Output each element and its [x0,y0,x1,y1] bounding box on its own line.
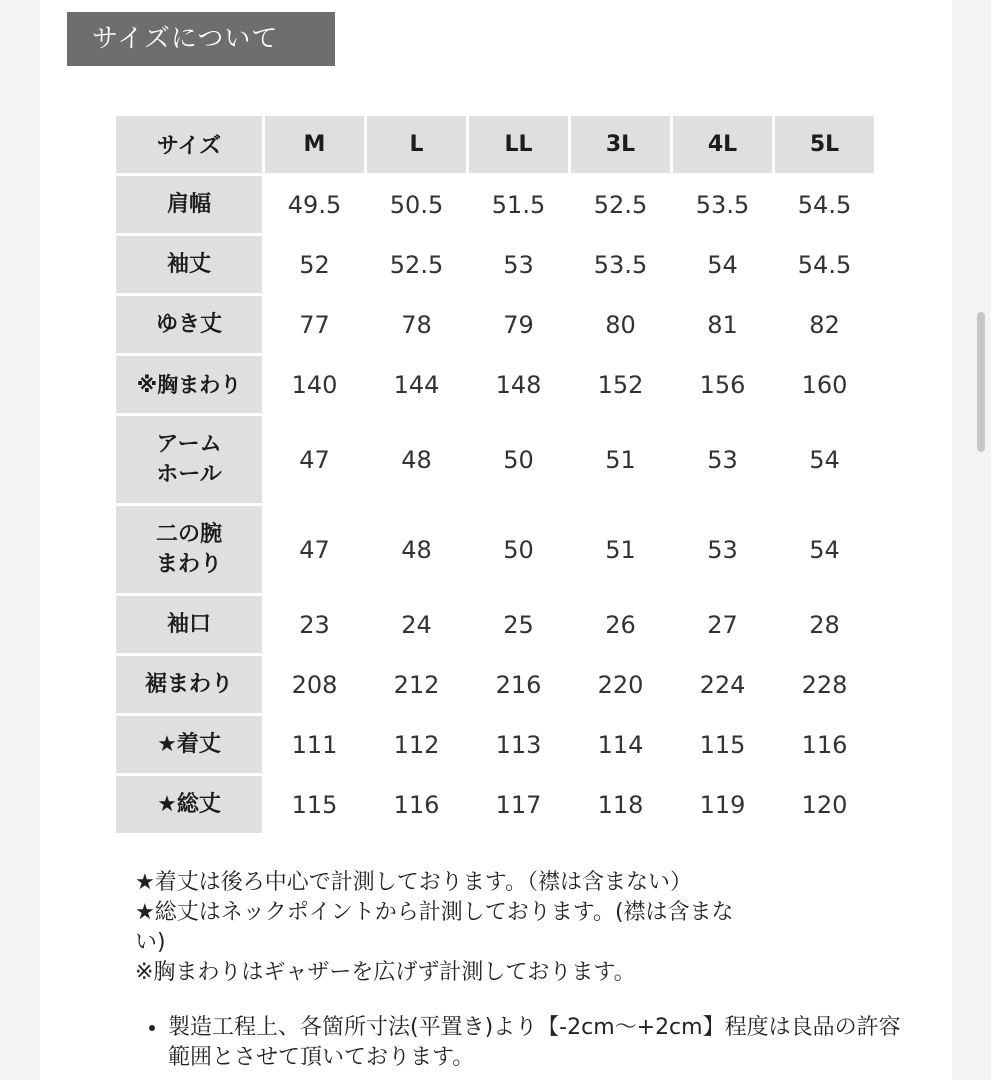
table-cell: 111 [265,716,364,773]
row-label-line: まわり [155,551,222,577]
size-header: LL [469,116,568,173]
table-row [116,776,874,833]
table-cell: 53 [469,236,568,293]
table-row [116,356,874,413]
table-row [116,416,874,503]
table-cell: 119 [673,776,772,833]
table-cell: 160 [775,356,874,413]
size-header: 3L [571,116,670,173]
table-row [116,596,874,653]
page-content [40,0,952,1080]
table-cell: 216 [469,656,568,713]
table-cell: 118 [571,776,670,833]
row-label: ※胸まわり [116,356,262,413]
table-cell: 140 [265,356,364,413]
notes [135,868,875,988]
table-cell: 148 [469,356,568,413]
table-cell: 53.5 [673,176,772,233]
table-cell: 23 [265,596,364,653]
table-cell: 156 [673,356,772,413]
table-cell: 113 [469,716,568,773]
row-label-line: 二の腕 [155,521,222,547]
size-header: M [265,116,364,173]
table-cell: 115 [265,776,364,833]
table-cell: 212 [367,656,466,713]
table-cell: 51 [571,506,670,593]
table-cell: 114 [571,716,670,773]
table-cell: 224 [673,656,772,713]
list-item: • 製造工程上、各箇所寸法(平置き)より【-2cm～+2cm】程度は良品の許容範囲とさせて頂いております。 [168,1013,908,1073]
row-label-line: アーム [156,431,222,457]
table-cell: 54.5 [775,176,874,233]
scrollbar-thumb[interactable] [977,312,985,452]
note-line: ※胸まわりはギャザーを広げず計測しております。 [135,960,636,985]
table-cell: 50.5 [367,176,466,233]
row-label [116,506,262,593]
table-row [116,176,874,233]
size-header: 5L [775,116,874,173]
table-cell: 77 [265,296,364,353]
table-cell: 53.5 [571,236,670,293]
section-title: サイズについて [67,12,335,66]
size-table [113,113,877,836]
table-row [116,716,874,773]
table-row [116,236,874,293]
table-row [116,296,874,353]
table-cell: 112 [367,716,466,773]
table-header-row [116,116,874,173]
table-cell: 52 [265,236,364,293]
table-cell: 79 [469,296,568,353]
table-cell: 152 [571,356,670,413]
table-cell: 116 [367,776,466,833]
table-cell: 26 [571,596,670,653]
table-cell: 48 [367,416,466,503]
table-cell: 80 [571,296,670,353]
table-cell: 24 [367,596,466,653]
table-row [116,506,874,593]
table-cell: 50 [469,506,568,593]
table-cell: 49.5 [265,176,364,233]
row-label: ゆき丈 [116,296,262,353]
table-cell: 52.5 [571,176,670,233]
table-cell: 54 [775,506,874,593]
table-cell: 82 [775,296,874,353]
table-cell: 51.5 [469,176,568,233]
table-cell: 50 [469,416,568,503]
table-cell: 120 [775,776,874,833]
table-cell: 48 [367,506,466,593]
note-line: い) [135,930,166,955]
table-cell: 27 [673,596,772,653]
row-label: ★着丈 [116,716,262,773]
bullet-list [140,1013,908,1073]
table-cell: 53 [673,416,772,503]
table-cell: 28 [775,596,874,653]
row-label: ★総丈 [116,776,262,833]
table-cell: 54 [673,236,772,293]
row-label: 袖丈 [116,236,262,293]
table-cell: 115 [673,716,772,773]
size-header: 4L [673,116,772,173]
table-cell: 54.5 [775,236,874,293]
table-cell: 144 [367,356,466,413]
table-row [116,656,874,713]
note-line: ★着丈は後ろ中心で計測しております。（襟は含まない） [135,870,692,895]
table-cell: 116 [775,716,874,773]
table-cell: 208 [265,656,364,713]
row-label [116,416,262,503]
table-cell: 47 [265,416,364,503]
row-label: 裾まわり [116,656,262,713]
table-cell: 51 [571,416,670,503]
size-header: L [367,116,466,173]
table-cell: 117 [469,776,568,833]
table-cell: 53 [673,506,772,593]
table-cell: 81 [673,296,772,353]
row-label: 袖口 [116,596,262,653]
table-cell: 25 [469,596,568,653]
table-cell: 78 [367,296,466,353]
table-cell: 220 [571,656,670,713]
table-cell: 54 [775,416,874,503]
corner-header: サイズ [116,116,262,173]
table-cell: 47 [265,506,364,593]
table-cell: 52.5 [367,236,466,293]
note-line: ★総丈はネックポイントから計測しております。(襟は含まな [135,900,734,925]
row-label: 肩幅 [116,176,262,233]
row-label-line: ホール [156,461,222,487]
table-cell: 228 [775,656,874,713]
